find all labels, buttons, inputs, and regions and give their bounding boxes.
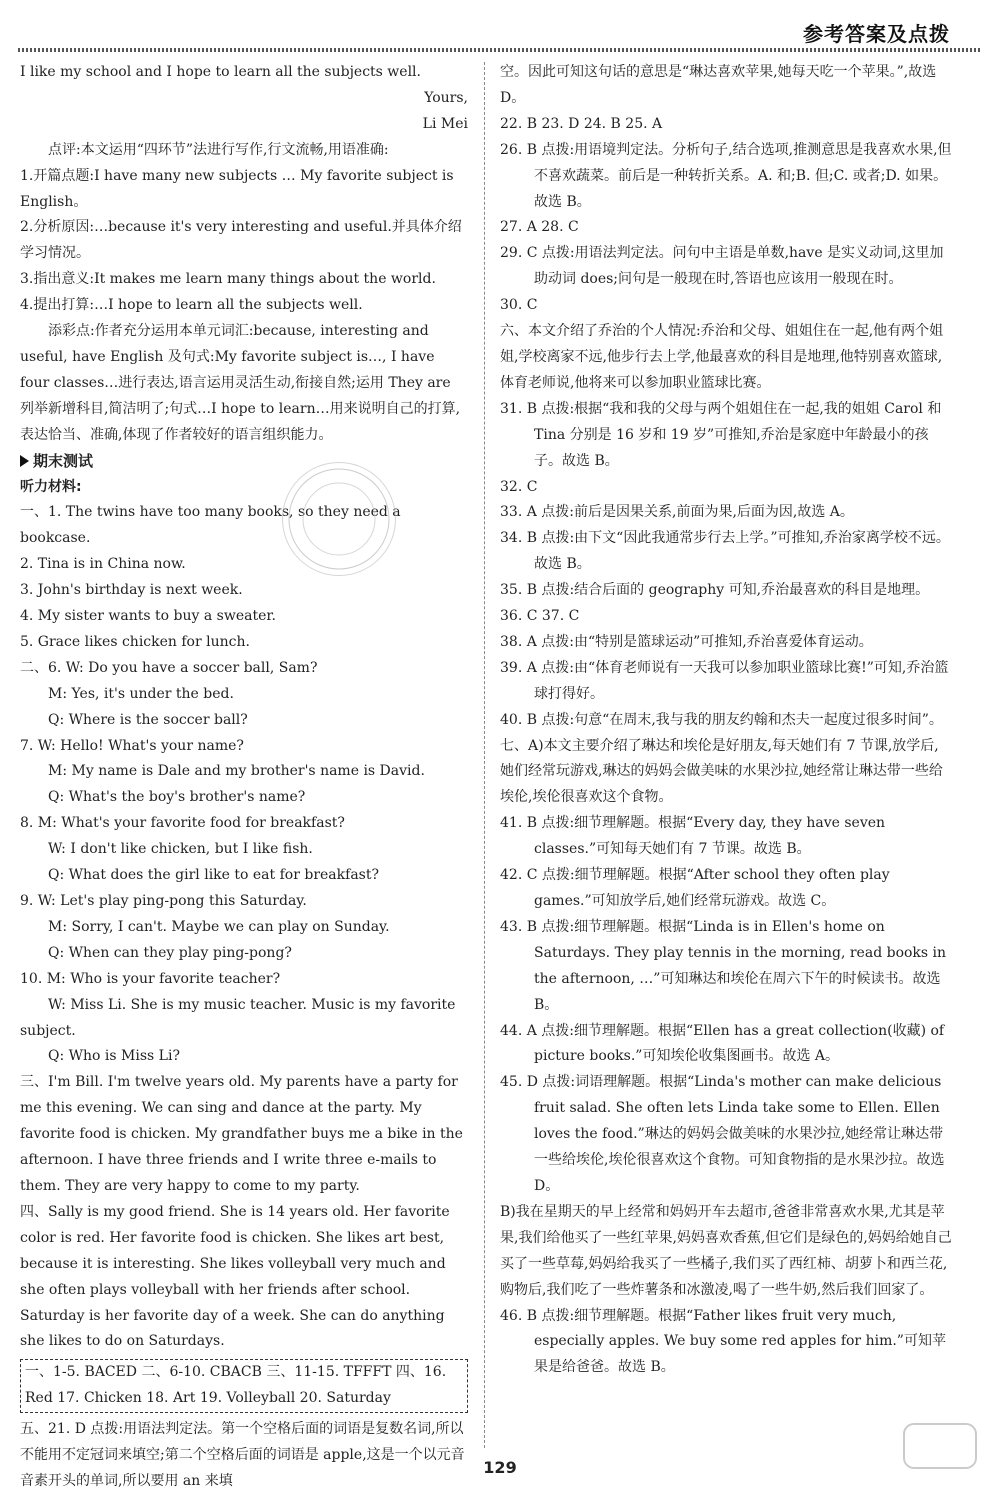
left-paragraph: 三、I'm Bill. I'm twelve years old. My parents have a party for me this evening. We can sing and dance at the party. My favorite food is chicken. My grandfather buys me a bike in the afternoon. I have three friends and I write three e-mails to them. They are very happy to come to my party. [20, 1074, 463, 1194]
right-paragraph: 46. B 点拨:细节理解题。根据“Father likes fruit very much, especially apples. We buy some red apples for him.”可知苹果是给爸爸。故选 B。 [500, 1307, 946, 1376]
left-paragraph: Q: When can they play ping-pong? [48, 944, 292, 961]
right-paragraph: 六、本文介绍了乔治的个人情况:乔治和父母、姐姐住在一起,他有两个姐姐,学校离家不远,他步行去上学,他最喜欢的科目是地理,他特别喜欢篮球,体育老师说,他将来可以参加职业篮球比赛。 [500, 323, 944, 391]
left-paragraph: 4. My sister wants to buy a sweater. [20, 608, 276, 625]
right-paragraph: 33. A 点拨:前后是因果关系,前面为果,后面为因,故选 A。 [500, 504, 854, 521]
header-rule [18, 48, 982, 52]
right-paragraph: 32. C [500, 478, 538, 495]
left-paragraph [20, 449, 468, 475]
right-paragraph: B)我在星期天的早上经常和妈妈开车去超市,爸爸非常喜欢水果,尤其是苹果,我们给他买了一些红苹果,妈妈喜欢香蕉,但它们是绿色的,妈妈给她自己买了一些草莓,妈妈给我买了一些橘子,我们买了西红柿、胡萝卜和西兰花,购物后,我们吃了一些炸薯条和冰激凌,喝了一些牛奶,然后我们回家了。 [500, 1203, 952, 1298]
right-paragraph: 42. C 点拨:细节理解题。根据“After school they often play games.”可知放学后,她们经常玩游戏。故选 C。 [500, 867, 890, 909]
left-paragraph: 一、1-5. BACED 二、6-10. CBACB 三、11-15. TFFFT 四、16. Red 17. Chicken 18. Art 19. Volleyball 20. Saturday [20, 1359, 468, 1413]
left-paragraph: M: Sorry, I can't. Maybe we can play on Sunday. [48, 918, 390, 935]
right-paragraph: 26. B 点拨:用语境判定法。分析句子,结合选项,推测意思是我喜欢水果,但不喜欢蔬菜。前后是一种转折关系。A. 和;B. 但;C. 或者;D. 如果。故选 B。 [500, 141, 952, 210]
right-paragraph: 29. C 点拨:用语法判定法。问句中主语是单数,have 是实义动词,这里加助动词 does;问句是一般现在时,答语也应该用一般现在时。 [500, 245, 944, 288]
left-paragraph: W: Miss Li. She is my music teacher. Music is my favorite subject. [20, 996, 456, 1039]
left-paragraph: M: My name is Dale and my brother's name is David. [48, 763, 425, 780]
right-paragraph: 27. A 28. C [500, 219, 579, 236]
left-column [20, 60, 468, 1495]
right-paragraph: 45. D 点拨:词语理解题。根据“Linda's mother can make delicious fruit salad. She often lets Linda take some to Ellen. Ellen loves the food.”琳达的妈妈会做美味的水果沙拉,她经常让琳达带一些给埃伦,埃伦很喜欢这个食物。可知食物指的是水果沙拉。故选 D。 [500, 1074, 945, 1194]
left-paragraph: Li Mei [422, 115, 468, 132]
left-paragraph: M: Yes, it's under the bed. [48, 685, 234, 702]
right-paragraph: 35. B 点拨:结合后面的 geography 可知,乔治最喜欢的科目是地理。 [500, 582, 930, 599]
left-paragraph: 2. Tina is in China now. [20, 556, 186, 573]
left-paragraph: Q: Who is Miss Li? [48, 1048, 180, 1065]
left-paragraph: 二、6. W: Do you have a soccer ball, Sam? [20, 659, 318, 676]
right-paragraph: 空。因此可知这句话的意思是“琳达喜欢苹果,她每天吃一个苹果。”,故选 D。 [500, 64, 937, 106]
right-paragraph: 43. B 点拨:细节理解题。根据“Linda is in Ellen's home on Saturdays. They play tennis in the morning, read books in the afternoon, …”可知琳达和埃伦在周六下午的时候读书。故选 B。 [500, 918, 947, 1013]
page-header [18, 14, 982, 50]
left-paragraph: 10. M: Who is your favorite teacher? [20, 970, 281, 987]
left-paragraph: 一、1. The twins have too many books, so they need a bookcase. [20, 504, 401, 547]
left-paragraph: Yours, [424, 89, 468, 106]
right-paragraph: 38. A 点拨:由“特别是篮球运动”可推知,乔治喜爱体育运动。 [500, 633, 873, 650]
left-paragraph: I like my school and I hope to learn all the subjects well. [20, 64, 421, 80]
left-paragraph: 8. M: What's your favorite food for breakfast? [20, 815, 345, 832]
left-paragraph: 添彩点:作者充分运用本单元词汇:because, interesting and useful, have English 及句式:My favorite subject is…, I have four classes…进行表达,语言运用灵活生动,衔接自然;运用 They are 列举新增科目,简洁明了;句式…I hope to learn…用来说明自己的打算,表达恰当、准确,体现了作者较好的语言组织能力。 [20, 323, 461, 443]
right-paragraph: 44. A 点拨:细节理解题。根据“Ellen has a great collection(收藏) of picture books.”可知埃伦收集图画书。故选 A。 [500, 1022, 945, 1065]
right-paragraph: 七、A)本文主要介绍了琳达和埃伦是好朋友,每天她们有 7 节课,放学后,她们经常玩游戏,琳达的妈妈会做美味的水果沙拉,她经常让琳达带一些给埃伦,埃伦很喜欢这个食物。 [500, 737, 943, 806]
right-paragraph: 34. B 点拨:由下文“因此我通常步行去上学。”可推知,乔治家离学校不远。故选 B。 [500, 530, 950, 573]
right-column [500, 60, 952, 1381]
left-paragraph: 7. W: Hello! What's your name? [20, 737, 244, 754]
left-paragraph: 5. Grace likes chicken for lunch. [20, 633, 250, 650]
left-paragraph: 点评:本文运用“四环节”法进行写作,行文流畅,用语准确: [48, 141, 389, 158]
page-number: 129 [483, 1458, 517, 1477]
left-paragraph: 听力材料: [20, 478, 82, 495]
left-paragraph: 五、21. D 点拨:用语法判定法。第一个空格后面的词语是复数名词,所以不能用不定冠词来填空;第二个空格后面的词语是 apple,这是一个以元音音素开头的单词,所以要用 an 来填 [20, 1421, 465, 1489]
section-triangle-icon [20, 455, 29, 467]
section-title: 期末测试 [33, 451, 94, 470]
right-paragraph: 39. A 点拨:由“体育老师说有一天我可以参加职业篮球比赛!”可知,乔治篮球打得好。 [500, 659, 949, 702]
watermark-stamp-icon [282, 462, 396, 576]
left-paragraph: 3.指出意义:It makes me learn many things about the world. [20, 271, 436, 288]
right-paragraph: 22. B 23. D 24. B 25. A [500, 115, 663, 132]
right-paragraph: 31. B 点拨:根据“我和我的父母与两个姐姐住在一起,我的姐姐 Carol 和 Tina 分别是 16 岁和 19 岁”可推知,乔治是家庭中年龄最小的孩子。故选 B。 [500, 400, 942, 469]
right-paragraph: 36. C 37. C [500, 608, 580, 625]
right-paragraph: 30. C [500, 297, 538, 314]
right-paragraph: 40. B 点拨:句意“在周末,我与我的朋友约翰和杰夫一起度过很多时间”。 [500, 711, 943, 728]
left-paragraph: 3. John's birthday is next week. [20, 582, 243, 599]
left-paragraph: 9. W: Let's play ping-pong this Saturday. [20, 893, 307, 909]
header-title: 参考答案及点拨 [803, 22, 950, 46]
column-divider [484, 62, 485, 1448]
left-paragraph: Q: What's the boy's brother's name? [48, 789, 306, 806]
left-paragraph: W: I don't like chicken, but I like fish. [48, 841, 313, 858]
left-paragraph: 4.提出打算:…I hope to learn all the subjects well. [20, 297, 363, 314]
right-paragraph: 41. B 点拨:细节理解题。根据“Every day, they have seven classes.”可知每天她们有 7 节课。故选 B。 [500, 815, 886, 858]
left-paragraph: 四、Sally is my good friend. She is 14 years old. Her favorite color is red. Her favorite food is chicken. She likes art best, because it is interesting. She likes volleyball very much and she often plays volleyball with her friends after school. Saturday is her favorite day of a week. She can do anything she likes to do on Saturdays. [20, 1203, 450, 1350]
left-paragraph: 2.分析原因:…because it's very interesting and useful.并具体介绍学习情况。 [20, 219, 462, 262]
left-paragraph: 1.开篇点题:I have many new subjects … My favorite subject is English。 [20, 167, 454, 210]
left-paragraph: Q: What does the girl like to eat for breakfast? [48, 867, 379, 884]
left-paragraph: Q: Where is the soccer ball? [48, 711, 248, 728]
